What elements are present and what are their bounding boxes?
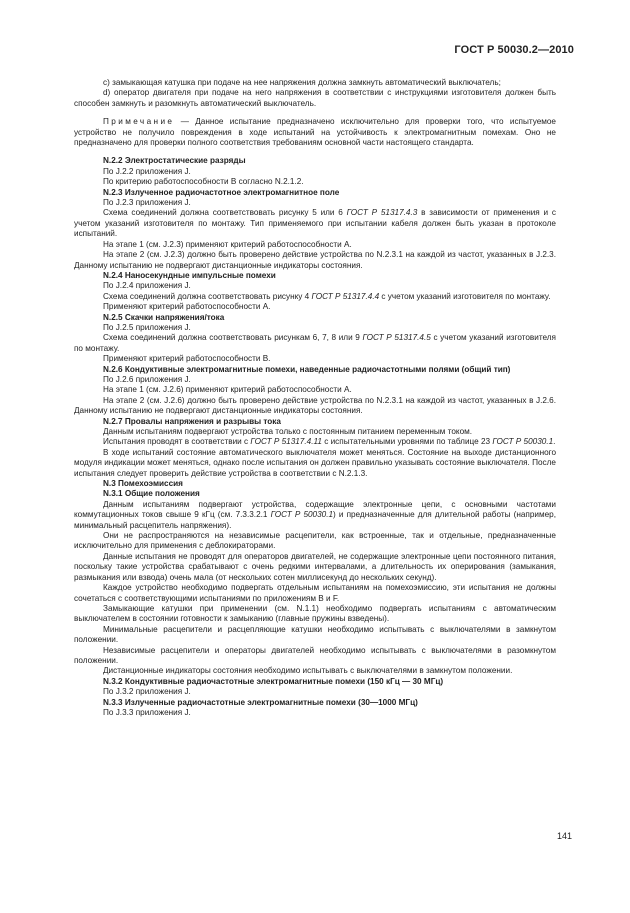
section-heading	[74, 365, 556, 375]
text-run: N.2.4 Наносекундные импульсные помехи	[103, 270, 276, 280]
standard-reference: ГОСТ Р 50030.1	[492, 437, 554, 447]
paragraph	[74, 396, 556, 417]
note-paragraph	[74, 117, 556, 148]
text-run: Испытания проводят в соответствии с	[103, 437, 251, 447]
text-run: По J.2.3 приложения J.	[103, 198, 191, 208]
text-run: в зависимости от применения и с учетом указаний изготовителя по монтажу. Тип применяемого при испытании кабеля должен быть указан в протоколе испытаний.	[74, 208, 556, 239]
paragraph	[74, 250, 556, 271]
text-run: По критерию работоспособности В согласно N.2.1.2.	[103, 177, 304, 187]
paragraph	[74, 604, 556, 625]
text-run: Применяют критерий работоспособности А.	[103, 302, 271, 312]
paragraph	[74, 708, 556, 718]
text-run: ) и предназначенные для длительной работы (например, минимальный расцепитель напряжения).	[74, 510, 556, 530]
paragraph	[74, 646, 556, 667]
paragraph	[74, 198, 556, 208]
paragraph	[74, 88, 556, 109]
paragraph	[74, 78, 556, 88]
paragraph	[74, 385, 556, 395]
paragraph	[74, 333, 556, 354]
text-run: По J.2.2 приложения J.	[103, 166, 191, 176]
text-run: N.2.6 Кондуктивные электромагнитные помехи, наведенные радиочастотными полями (общий тип)	[103, 364, 511, 374]
text-run: На этапе 2 (см. J.2.6) должно быть проверено действие устройства по N.2.3.1 на каждой из частот, указанных в J.2.6. Данному испытанию не подвергают дистанционные индикаторы состояния.	[74, 395, 556, 416]
paragraph	[74, 437, 556, 447]
text-run: N.3.2 Кондуктивные радиочастотные электромагнитные помехи (150 кГц — 30 МГц)	[103, 676, 444, 686]
section-heading	[74, 313, 556, 323]
text-run: с учетом указаний изготовителя по монтажу.	[379, 291, 551, 301]
paragraph	[74, 281, 556, 291]
text-run: Схема соединений должна соответствовать рисунку 4	[103, 291, 312, 301]
text-run: На этапе 2 (см. J.2.3) должно быть проверено действие устройства по N.2.3.1 на каждой из частот, указанных в J.2.3. Данному испытанию не подвергают дистанционные индикаторы состояния.	[74, 250, 556, 270]
standard-reference: ГОСТ Р 51317.4.3	[346, 208, 418, 218]
text-run: Каждое устройство необходимо подвергать отдельным испытаниям на помехоэмиссию, эти испытания не должны сочетаться с соответствующими испытаниями по приложениям В и F.	[74, 583, 556, 603]
paragraph	[74, 531, 556, 552]
text-run: В ходе испытаний состояние автоматического выключателя может меняться. Состояние на выходе дистанционного модуля индикации может меняться, однако после испытания он должен правильно указывать состояние выключателя. После испытания следует проверить действие устройства в соответствии с N.2.1.3.	[74, 447, 556, 478]
text-run: Данные испытания не проводят для операторов двигателей, не содержащие электронные цепи постоянного питания, поскольку такие устройства срабатывают с очень редкими интервалами, а длительность их оперирования (замыкания, размыкания или взвода) очень мала (от нескольких сотен миллисекунд до нескольких секунд).	[74, 551, 556, 582]
section-heading	[74, 677, 556, 687]
section-heading	[74, 489, 556, 499]
text-run: Минимальные расцепители и расцепляющие катушки необходимо испытывать с выключателями в замкнутом положении.	[74, 624, 556, 645]
text-run: По J.2.5 приложения J.	[103, 322, 191, 332]
paragraph	[74, 208, 556, 239]
text-run: N.2.7 Провалы напряжения и разрывы тока	[103, 416, 281, 426]
paragraph	[74, 323, 556, 333]
paragraph	[74, 302, 556, 312]
text-run: Данным испытаниям подвергают устройства, содержащие электронные цепи, с основными частотами коммутационных токов свыше 9 кГц (см. 7.3.3.2.1	[74, 499, 556, 520]
section-heading	[74, 417, 556, 427]
section-heading	[74, 698, 556, 708]
paragraph	[74, 167, 556, 177]
text-run: .	[553, 437, 556, 447]
text-run: N.3.3 Излученные радиочастотные электромагнитные помехи (30—1000 МГц)	[103, 697, 418, 707]
note-label: Примечание	[103, 117, 175, 127]
text-run: Схема соединений должна соответствовать рисунку 5 или 6	[103, 208, 347, 218]
paragraph	[74, 552, 556, 583]
section-heading	[74, 479, 556, 489]
paragraph	[74, 375, 556, 385]
text-run: На этапе 1 (см. J.2.3) применяют критерий работоспособности А.	[103, 239, 352, 249]
text-run: Схема соединений должна соответствовать рисункам 6, 7, 8 или 9	[103, 333, 363, 343]
text-run: d) оператор двигателя при подаче на него напряжения в соответствии с инструкциями изготовителя должен быть способен замкнуть и разомкнуть автоматический выключатель.	[74, 88, 556, 108]
text-run: По J.3.3 приложения J.	[103, 707, 191, 717]
document-body	[74, 78, 556, 718]
text-run: N.2.5 Скачки напряжения/тока	[103, 312, 225, 322]
text-run: На этапе 1 (см. J.2.6) применяют критерий работоспособности А.	[103, 385, 352, 395]
text-run: Замыкающие катушки при применении (см. N.1.1) необходимо подвергать испытаниям с автоматическим выключателем в состоянии готовности к замыканию (главные пружины взведены).	[74, 603, 556, 624]
text-run: N.3 Помехоэмиссия	[103, 479, 183, 489]
text-run: Применяют критерий работоспособности В.	[103, 354, 271, 364]
text-run: с испытательными уровнями по таблице 23	[321, 437, 493, 447]
standard-header: ГОСТ Р 50030.2—2010	[454, 44, 574, 56]
text-run: Дистанционные индикаторы состояния необходимо испытывать с выключателями в замкнутом положении.	[103, 666, 513, 676]
standard-reference: ГОСТ Р 51317.4.5	[362, 333, 431, 343]
paragraph	[74, 292, 556, 302]
paragraph	[74, 583, 556, 604]
paragraph	[74, 177, 556, 187]
text-run: Независимые расцепители и операторы двигателей необходимо испытывать с выключателями в разомкнутом положении.	[74, 645, 556, 665]
text-run: По J.3.2 приложения J.	[103, 687, 191, 697]
text-run: N.2.2 Электростатические разряды	[103, 156, 246, 166]
text-run: Данным испытаниям подвергают устройства только с постоянным питанием переменным током.	[103, 427, 473, 436]
standard-reference: ГОСТ Р 51317.4.11	[250, 437, 322, 447]
section-heading	[74, 156, 556, 166]
paragraph	[74, 448, 556, 479]
text-run: — Данное испытание предназначено исключительно для проверки того, что испытуемое устройство не получило повреждения в ходе испытаний на устойчивость к электромагнитным помехам. Оно не предназначено для проверки полного соответствия требованиям основной части настоящего стандарта.	[74, 117, 556, 148]
text-run: c) замыкающая катушка при подаче на нее напряжения должна замкнуть автоматический выключатель;	[103, 78, 501, 87]
standard-reference: ГОСТ Р 51317.4.4	[311, 291, 380, 301]
paragraph	[74, 687, 556, 697]
paragraph	[74, 354, 556, 364]
section-heading	[74, 188, 556, 198]
text-run: По J.2.4 приложения J.	[103, 281, 191, 291]
text-run: N.3.1 Общие положения	[103, 489, 200, 499]
paragraph	[74, 625, 556, 646]
text-run: Они не распространяются на независимые расцепители, как встроенные, так и отдельные, предназначенные исключительно для применения с деблокираторами.	[74, 531, 556, 551]
page-number: 141	[556, 831, 572, 841]
paragraph	[74, 500, 556, 531]
text-run: По J.2.6 приложения J.	[103, 374, 191, 384]
text-run: с учетом указаний изготовителя по монтажу.	[74, 333, 556, 353]
standard-reference: ГОСТ Р 50030.1	[270, 510, 334, 520]
text-run: N.2.3 Излученное радиочастотное электромагнитное поле	[103, 187, 340, 197]
paragraph	[74, 427, 556, 437]
section-heading	[74, 271, 556, 281]
paragraph	[74, 240, 556, 250]
paragraph	[74, 666, 556, 676]
